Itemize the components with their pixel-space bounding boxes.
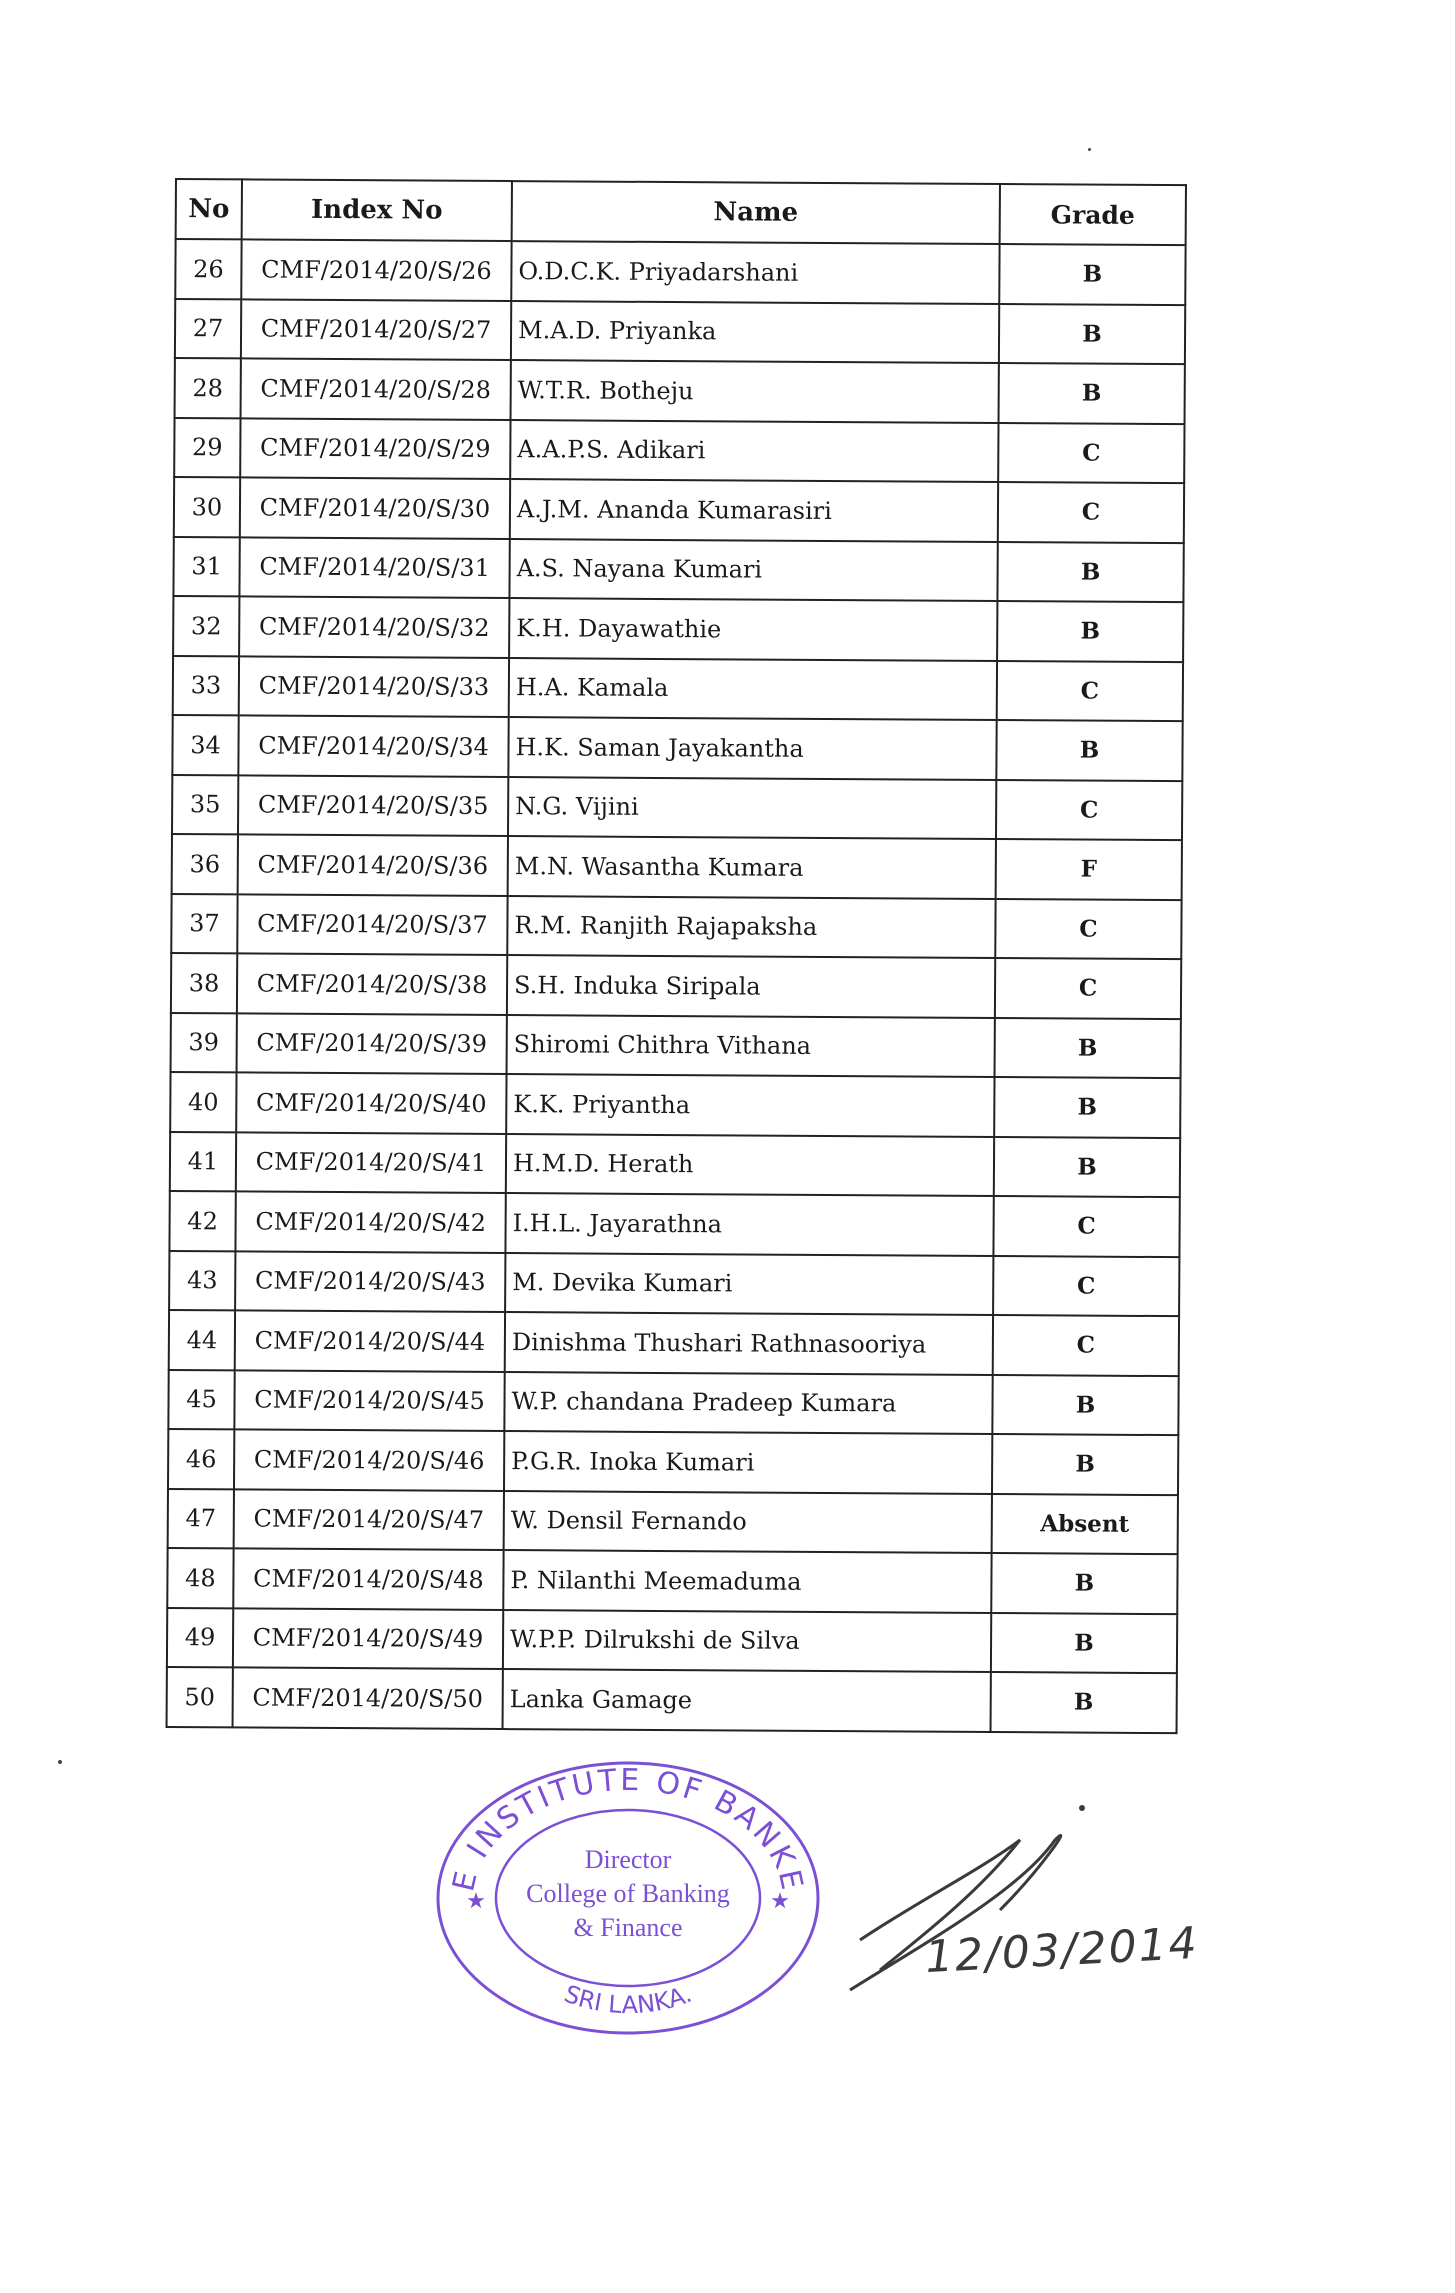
scan-speck (1088, 148, 1091, 151)
cell-no: 47 (168, 1488, 234, 1548)
header-name: Name (512, 181, 1000, 244)
cell-grade: B (992, 1375, 1178, 1436)
stamp-line-director: Director (584, 1845, 672, 1874)
cell-grade: C (995, 899, 1181, 960)
cell-grade: B (991, 1553, 1177, 1614)
cell-index: CMF/2014/20/S/38 (237, 953, 507, 1014)
cell-grade: B (994, 1137, 1180, 1198)
cell-index: CMF/2014/20/S/32 (239, 596, 509, 657)
table-row (172, 774, 1182, 840)
institute-stamp (428, 1750, 828, 2040)
cell-name: Lanka Gamage (503, 1669, 991, 1731)
cell-grade: F (996, 839, 1182, 900)
cell-index: CMF/2014/20/S/26 (241, 239, 511, 300)
cell-name: W.P. chandana Pradeep Kumara (504, 1372, 992, 1434)
stamp-line-college: College of Banking (526, 1879, 730, 1908)
cell-grade: C (995, 958, 1181, 1019)
cell-no: 31 (173, 536, 239, 596)
table-row (171, 1012, 1181, 1078)
table-row (174, 477, 1184, 543)
cell-no: 33 (173, 655, 239, 715)
table-row (172, 834, 1182, 900)
cell-name: W. Densil Fernando (504, 1491, 992, 1553)
cell-index: CMF/2014/20/S/42 (235, 1191, 505, 1252)
cell-name: H.M.D. Herath (506, 1134, 994, 1196)
cell-name: N.G. Vijini (508, 777, 996, 839)
header-row (176, 179, 1186, 245)
cell-name: M.N. Wasantha Kumara (508, 836, 996, 898)
cell-name: A.S. Nayana Kumari (509, 539, 997, 601)
cell-grade: B (995, 1018, 1181, 1079)
cell-index: CMF/2014/20/S/39 (237, 1013, 507, 1074)
cell-name: A.A.P.S. Adikari (510, 420, 998, 482)
cell-no: 30 (174, 477, 240, 537)
cell-no: 48 (167, 1548, 233, 1608)
cell-no: 27 (175, 299, 241, 359)
cell-index: CMF/2014/20/S/27 (241, 299, 511, 360)
cell-no: 50 (167, 1667, 233, 1727)
cell-grade: C (993, 1256, 1179, 1317)
cell-no: 44 (169, 1310, 235, 1370)
cell-grade: C (996, 780, 1182, 841)
cell-grade: B (991, 1672, 1177, 1733)
stamp-star-right-icon: ★ (770, 1889, 790, 1914)
cell-index: CMF/2014/20/S/29 (240, 418, 510, 479)
cell-name: O.D.C.K. Priyadarshani (511, 241, 999, 303)
stamp-graphic (428, 1750, 828, 2040)
cell-name: P. Nilanthi Meemaduma (503, 1550, 991, 1612)
cell-grade: B (999, 363, 1185, 424)
table-row (170, 1131, 1180, 1197)
cell-index: CMF/2014/20/S/31 (239, 537, 509, 598)
table-row (172, 715, 1182, 781)
cell-grade: B (999, 244, 1185, 305)
table-row (167, 1548, 1177, 1614)
table-row (175, 239, 1185, 305)
header-grade: Grade (1000, 184, 1186, 245)
cell-no: 39 (171, 1012, 237, 1072)
cell-index: CMF/2014/20/S/30 (240, 477, 510, 538)
cell-index: CMF/2014/20/S/43 (235, 1251, 505, 1312)
table-row (173, 655, 1183, 721)
signature-date: 12/03/2014 (923, 1917, 1200, 1984)
cell-name: W.P.P. Dilrukshi de Silva (503, 1610, 991, 1672)
cell-grade: B (997, 542, 1183, 603)
grades-table (166, 178, 1187, 1734)
table-row (174, 418, 1184, 484)
table-row (175, 299, 1185, 365)
cell-grade: B (994, 1077, 1180, 1138)
cell-grade: B (996, 720, 1182, 781)
cell-index: CMF/2014/20/S/47 (234, 1489, 504, 1550)
cell-name: I.H.L. Jayarathna (505, 1193, 993, 1255)
cell-index: CMF/2014/20/S/33 (239, 656, 509, 717)
cell-index: CMF/2014/20/S/35 (238, 775, 508, 836)
cell-index: CMF/2014/20/S/37 (237, 894, 507, 955)
cell-no: 29 (174, 418, 240, 478)
cell-no: 45 (168, 1369, 234, 1429)
cell-index: CMF/2014/20/S/40 (236, 1072, 506, 1133)
header-no: No (176, 179, 242, 239)
stamp-star-left-icon: ★ (466, 1889, 486, 1914)
cell-index: CMF/2014/20/S/46 (234, 1429, 504, 1490)
cell-name: S.H. Induka Siripala (507, 955, 995, 1017)
cell-name: M. Devika Kumari (505, 1253, 993, 1315)
cell-no: 42 (169, 1191, 235, 1251)
cell-no: 28 (175, 358, 241, 418)
cell-grade: B (992, 1434, 1178, 1495)
cell-index: CMF/2014/20/S/48 (233, 1548, 503, 1609)
table-row (167, 1607, 1177, 1673)
signature-strokes (840, 1780, 1160, 2040)
cell-name: Shiromi Chithra Vithana (507, 1015, 995, 1077)
cell-no: 41 (170, 1131, 236, 1191)
table-row (169, 1250, 1179, 1316)
table-row (168, 1429, 1178, 1495)
table-body (167, 239, 1186, 1733)
cell-grade: Absent (992, 1494, 1178, 1555)
cell-index: CMF/2014/20/S/50 (233, 1667, 503, 1728)
stamp-ring-bottom: SRI LANKA. (560, 1979, 696, 2020)
cell-grade: B (999, 304, 1185, 365)
cell-grade: C (997, 661, 1183, 722)
table-row (169, 1310, 1179, 1376)
cell-name: Dinishma Thushari Rathnasooriya (505, 1312, 993, 1374)
stamp-ring-top: E INSTITUTE OF BANKE (446, 1762, 810, 1896)
table-row (168, 1488, 1178, 1554)
cell-grade: C (993, 1315, 1179, 1376)
table-row (168, 1369, 1178, 1435)
cell-index: CMF/2014/20/S/49 (233, 1608, 503, 1669)
cell-name: H.K. Saman Jayakantha (508, 717, 996, 779)
cell-grade: C (993, 1196, 1179, 1257)
cell-name: K.H. Dayawathie (509, 598, 997, 660)
table-row (175, 358, 1185, 424)
scan-speck (58, 1760, 62, 1764)
header-index: Index No (242, 179, 512, 241)
cell-no: 37 (171, 893, 237, 953)
cell-index: CMF/2014/20/S/36 (238, 834, 508, 895)
cell-name: A.J.M. Ananda Kumarasiri (510, 479, 998, 541)
cell-no: 38 (171, 953, 237, 1013)
cell-index: CMF/2014/20/S/44 (235, 1310, 505, 1371)
cell-no: 43 (169, 1250, 235, 1310)
cell-name: H.A. Kamala (509, 658, 997, 720)
table-row (170, 1072, 1180, 1138)
cell-no: 49 (167, 1607, 233, 1667)
cell-name: M.A.D. Priyanka (511, 301, 999, 363)
cell-no: 35 (172, 774, 238, 834)
table-row (173, 536, 1183, 602)
cell-name: R.M. Ranjith Rajapaksha (507, 896, 995, 958)
cell-no: 36 (172, 834, 238, 894)
cell-grade: B (991, 1613, 1177, 1674)
stamp-line-finance: & Finance (573, 1913, 683, 1942)
cell-grade: C (998, 423, 1184, 484)
cell-name: W.T.R. Botheju (511, 360, 999, 422)
cell-grade: B (997, 601, 1183, 662)
cell-grade: C (998, 482, 1184, 543)
cell-name: K.K. Priyantha (506, 1074, 994, 1136)
cell-no: 34 (172, 715, 238, 775)
signature (840, 1780, 1160, 2040)
cell-no: 26 (175, 239, 241, 299)
table-row (171, 893, 1181, 959)
table-row (169, 1191, 1179, 1257)
cell-no: 46 (168, 1429, 234, 1489)
cell-no: 40 (170, 1072, 236, 1132)
cell-index: CMF/2014/20/S/28 (241, 358, 511, 419)
table-row (167, 1667, 1177, 1733)
cell-index: CMF/2014/20/S/41 (236, 1132, 506, 1193)
table-row (173, 596, 1183, 662)
cell-index: CMF/2014/20/S/34 (238, 715, 508, 776)
table-row (171, 953, 1181, 1019)
cell-index: CMF/2014/20/S/45 (234, 1370, 504, 1431)
cell-no: 32 (173, 596, 239, 656)
cell-name: P.G.R. Inoka Kumari (504, 1431, 992, 1493)
